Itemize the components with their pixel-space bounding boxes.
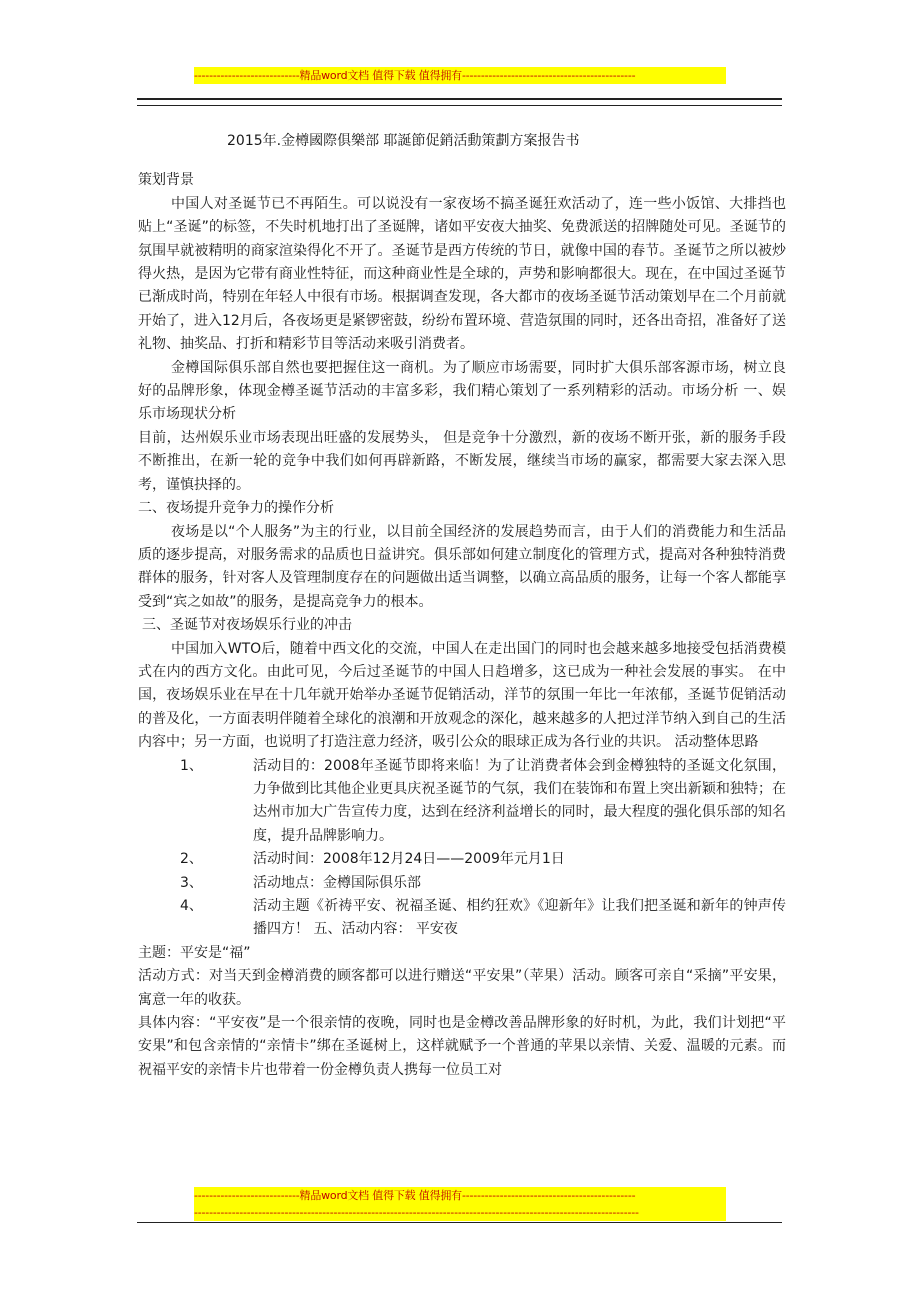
header-rule-thin: [137, 105, 782, 106]
section-heading-2: 二、夜场提升竞争力的操作分析: [138, 500, 334, 517]
paragraph-impact-1: 中国加入WTO后，随着中西文化的交流，中国人在走出国门的同时也会越来越多地接受包括消费模式在内的西方文化。由此可见，今后过圣诞节的中国人日趋增多，这已成为一种社会发展的事实。 在中国，夜场娱乐业在早在十几年就开始举办圣诞节促销活动，洋节的氛围一年比一年浓郁，圣诞节促销活动的普及化，一方面表明伴随着全球化的浪潮和开放观念的深化，越来越多的人把过洋节纳入到自己的生活内容中；另一方面，也说明了打造注意力经济，吸引公众的眼球正成为各行业的共识。 活动整体思路: [138, 640, 786, 751]
paragraph-background-2: 金樽国际俱乐部自然也要把握住这一商机。为了顺应市场需要，同时扩大俱乐部客源市场，树立良好的品牌形象，体现金樽圣诞节活动的丰富多彩，我们精心策划了一系列精彩的活动。市场分析 一、娱乐市场现状分析: [138, 359, 786, 423]
list-item: [138, 755, 786, 849]
section-heading-background: 策划背景: [138, 172, 194, 189]
list-item: [138, 872, 786, 895]
document-title: 2015年.金樽國際俱樂部 耶誕節促銷活動策劃方案报告书: [227, 133, 580, 149]
paragraph-background-1: 中国人对圣诞节已不再陌生。可以说没有一家夜场不搞圣诞狂欢活动了，连一些小饭馆、大排挡也贴上“圣诞”的标签，不失时机地打出了圣诞牌，诸如平安夜大抽奖、免费派送的招牌随处可见。圣诞节的氛围早就被精明的商家渲染得化不开了。圣诞节是西方传统的节日，就像中国的春节。圣诞节之所以被炒得火热，是因为它带有商业性特征，而这种商业性是全球的，声势和影响都很大。现在，在中国过圣诞节已渐成时尚，特别在年轻人中很有市场。根据调查发现，各大都市的夜场圣诞节活动策划早在二个月前就开始了，进入12月后，各夜场更是紧锣密鼓，纷纷布置环境、营造氛围的同时，还各出奇招，准备好了送礼物、抽奖品、打折和精彩节目等活动来吸引消费者。: [138, 195, 786, 353]
paragraph-method: 活动方式：对当天到金樽消费的顾客都可以进行赠送“平安果”（苹果）活动。顾客可亲自“采摘”平安果，寓意一年的收获。: [138, 968, 786, 1008]
list-item-number: 4、: [180, 898, 203, 914]
header-banner: ----------------------------精品word文档 值得下载 值得拥有----------------------------------------------: [194, 67, 726, 84]
theme-line: 主题：平安是“福”: [138, 944, 251, 961]
list-item-number: 3、: [180, 874, 203, 891]
footer-banner: ----------------------------精品word文档 值得下载 值得拥有----------------------------------------------: [194, 1187, 726, 1204]
footer-dash-line: ----------------------------------------------------------------------------------------------------------------------: [194, 1204, 726, 1221]
paragraph-market-1: 目前，达州娱乐业市场表现出旺盛的发展势头， 但是竞争十分激烈，新的夜场不断开张，新的服务手段不断推出，在新一轮的竞争中我们如何再辟新路，不断发展，继续当市场的赢家，都需要大家去深入思考，谨慎抉择的。: [138, 429, 786, 493]
list-item-number: 1、: [180, 757, 203, 774]
paragraph-content: 具体内容：“平安夜”是一个很亲情的夜晚，同时也是金樽改善品牌形象的好时机，为此，我们计划把“平安果”和包含亲情的“亲情卡”绑在圣诞树上，这样就赋予一个普通的苹果以亲情、关爱、温暖的元素。而祝福平安的亲情卡片也带着一份金樽负责人携每一位员工对: [138, 1015, 786, 1078]
list-item-text: 活动地点：金樽国际俱乐部: [253, 874, 421, 891]
list-item-text: 活动主题《祈祷平安、祝福圣诞、相约狂欢》《迎新年》让我们把圣诞和新年的钟声传播四方！ 五、活动内容： 平安夜: [253, 898, 786, 938]
list-item: [138, 848, 786, 871]
section-heading-3: 三、圣诞节对夜场娱乐行业的冲击: [142, 617, 352, 634]
paragraph-compete-1: 夜场是以“个人服务”为主的行业，以目前全国经济的发展趋势而言，由于人们的消费能力和生活品质的逐步提高，对服务需求的品质也日益讲究。俱乐部如何建立制度化的管理方式，提高对各种独特消费群体的服务，针对客人及管理制度存在的问题做出适当调整，以确立高品质的服务，让每一个客人都能享受到“宾之如故”的服务，是提高竞争力的根本。: [138, 523, 786, 610]
list-item-number: 2、: [180, 851, 203, 868]
footer-rule: [137, 1222, 782, 1223]
header-rule-thick: [137, 98, 782, 100]
list-item-text: 活动时间：2008年12月24日——2009年元月1日: [253, 851, 565, 868]
document-body: [138, 130, 786, 1082]
list-item-text: 活动目的：2008年圣诞节即将来临！为了让消费者体会到金樽独特的圣诞文化氛围，力争做到比其他企业更具庆祝圣诞节的气氛，我们在装饰和布置上突出新颖和独特；在达州市加大广告宣传力度，达到在经济利益增长的同时，最大程度的强化俱乐部的知名度，提升品牌影响力。: [253, 757, 786, 844]
list-item: [138, 895, 786, 942]
